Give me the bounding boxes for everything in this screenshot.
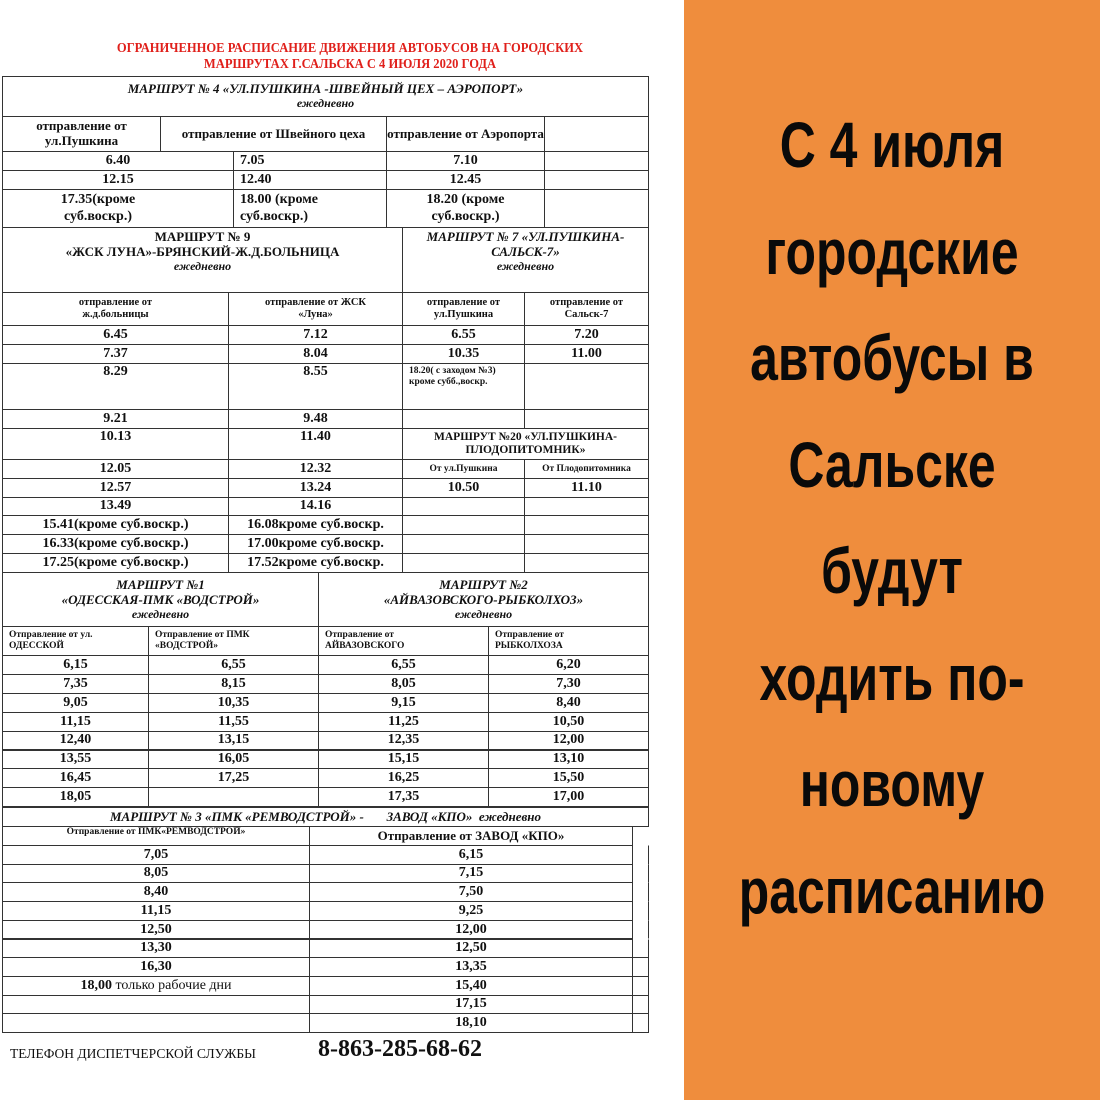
route7-col-header: отправление от Сальск-7 bbox=[524, 292, 649, 326]
route2-cell: 17,00 bbox=[488, 787, 649, 807]
route4-header bbox=[2, 76, 649, 117]
route2-cell: 8,05 bbox=[318, 674, 489, 694]
route7-subtitle: САЛЬСК-7» bbox=[491, 243, 560, 259]
route9-cell: 13.24 bbox=[228, 478, 403, 498]
route20-cell bbox=[402, 515, 525, 535]
route7-cell bbox=[524, 409, 649, 429]
route9-cell: 14.16 bbox=[228, 497, 403, 516]
route2-subtitle: «АЙВАЗОВСКОГО-РЫБКОЛХОЗ» bbox=[383, 591, 584, 607]
route4-cell bbox=[544, 151, 649, 171]
route1-col-header: Отправление от ул. ОДЕССКОЙ bbox=[2, 626, 149, 656]
route3-cell bbox=[632, 1013, 649, 1033]
route9-cell: 8.29 bbox=[2, 363, 229, 410]
route9-col-header: отправление от ЖСК «Луна» bbox=[228, 292, 403, 326]
route4-cell: 12.40 bbox=[233, 170, 387, 190]
route9-cell: 7.37 bbox=[2, 344, 229, 364]
route1-cell: 7,35 bbox=[2, 674, 149, 694]
route3-cell bbox=[632, 882, 649, 902]
route2-col-header: Отправление от АЙВАЗОВСКОГО bbox=[318, 626, 489, 656]
route4-cell bbox=[544, 189, 649, 228]
route1-header bbox=[2, 572, 319, 627]
dispatcher-phone-label: ТЕЛЕФОН ДИСПЕТЧЕРСКОЙ СЛУЖБЫ bbox=[10, 1046, 256, 1061]
route3-cell bbox=[632, 976, 649, 996]
route2-cell: 12,35 bbox=[318, 731, 489, 751]
route7-header bbox=[402, 227, 649, 293]
route9-cell: 8.04 bbox=[228, 344, 403, 364]
route3-col-header: Отправление от ПМК«РЕМВОДСТРОЙ» bbox=[2, 826, 310, 846]
route3-cell bbox=[632, 939, 649, 959]
route2-cell: 6,55 bbox=[318, 655, 489, 675]
route7-title: МАРШРУТ № 7 «УЛ.ПУШКИНА- bbox=[426, 229, 625, 244]
route3-cell bbox=[632, 957, 649, 977]
route9-col-header: отправление от ж.д.больницы bbox=[2, 292, 229, 326]
route4-col-header: отправление от ул.Пушкина bbox=[2, 116, 161, 152]
route1-cell: 6,55 bbox=[148, 655, 319, 675]
route3-cell: 7,05 bbox=[2, 845, 310, 865]
route3-cell: 11,15 bbox=[2, 901, 310, 921]
route9-header bbox=[2, 227, 403, 293]
route4-cell: 7.10 bbox=[386, 151, 545, 171]
route9-cell: 13.49 bbox=[2, 497, 229, 516]
route2-cell: 7,30 bbox=[488, 674, 649, 694]
route7-cell bbox=[402, 409, 525, 429]
headline-line: будут bbox=[821, 535, 963, 607]
announcement-headline bbox=[730, 92, 1054, 944]
schedule-title-line1: ОГРАНИЧЕННОЕ РАСПИСАНИЕ ДВИЖЕНИЯ АВТОБУСОВ НА ГОРОДСКИХ bbox=[116, 40, 584, 55]
route2-cell: 9,15 bbox=[318, 693, 489, 713]
route3-cell: 12,00 bbox=[309, 920, 633, 940]
route1-title: МАРШРУТ №1 bbox=[116, 576, 205, 592]
route9-cell: 17.52кроме суб.воскр. bbox=[228, 553, 403, 573]
route2-cell: 15,50 bbox=[488, 768, 649, 788]
route4-cell: 12.15 bbox=[2, 170, 234, 190]
route20-cell bbox=[402, 534, 525, 554]
route3-cell bbox=[2, 976, 310, 996]
route2-col-header: Отправление от РЫБКОЛХОЗА bbox=[488, 626, 649, 656]
route7-cell: 11.00 bbox=[524, 344, 649, 364]
announcement-panel bbox=[684, 0, 1100, 1100]
route1-cell: 10,35 bbox=[148, 693, 319, 713]
route3-cell: 8,40 bbox=[2, 882, 310, 902]
route20-col-header: От ул.Пушкина bbox=[402, 459, 525, 479]
route3-cell bbox=[632, 995, 649, 1015]
route20-cell: 11.10 bbox=[524, 478, 649, 498]
route2-frequency: ежедневно bbox=[454, 606, 513, 621]
route3-note: только рабочие дни bbox=[115, 977, 232, 993]
route2-cell: 8,40 bbox=[488, 693, 649, 713]
route2-cell: 12,00 bbox=[488, 731, 649, 751]
route3-cell: 17,15 bbox=[309, 995, 633, 1015]
route9-cell: 17.25(кроме суб.воскр.) bbox=[2, 553, 229, 573]
route20-header bbox=[402, 428, 649, 460]
route3-time: 18,00 bbox=[80, 977, 112, 993]
route3-cell: 12,50 bbox=[309, 939, 633, 959]
route4-col-header: отправление от Аэропорта bbox=[386, 116, 545, 152]
route3-cell: 9,25 bbox=[309, 901, 633, 921]
route2-header bbox=[318, 572, 649, 627]
route2-cell: 6,20 bbox=[488, 655, 649, 675]
route9-cell: 10.13 bbox=[2, 428, 229, 460]
route9-cell: 9.48 bbox=[228, 409, 403, 429]
route3-cell: 12,50 bbox=[2, 920, 310, 940]
route4-cell bbox=[544, 170, 649, 190]
route4-cell: 17.35(кроме суб.воскр.) bbox=[2, 189, 234, 228]
route2-cell: 13,10 bbox=[488, 750, 649, 770]
route4-cell: 18.20 (кроме суб.воскр.) bbox=[386, 189, 545, 228]
headline-line: новому bbox=[799, 748, 985, 820]
headline-line: городские bbox=[765, 215, 1019, 288]
route3-cell bbox=[2, 1013, 310, 1033]
route1-col-header: Отправление от ПМК «ВОДСТРОЙ» bbox=[148, 626, 319, 656]
route20-title: МАРШРУТ №20 «УЛ.ПУШКИНА- bbox=[434, 430, 617, 443]
route1-cell: 11,15 bbox=[2, 712, 149, 732]
route7-cell: 7.20 bbox=[524, 325, 649, 345]
headline-line: Сальске bbox=[788, 428, 996, 501]
route2-cell: 15,15 bbox=[318, 750, 489, 770]
route20-cell bbox=[524, 553, 649, 573]
route20-cell bbox=[524, 534, 649, 554]
route3-cell bbox=[632, 845, 649, 865]
route3-header: МАРШРУТ № 3 «ПМК «РЕМВОДСТРОЙ» - ЗАВОД «КПО» ежедневно bbox=[2, 807, 649, 827]
route4-col-header bbox=[544, 116, 649, 152]
route4-cell: 7.05 bbox=[233, 151, 387, 171]
route2-cell: 16,25 bbox=[318, 768, 489, 788]
route3-cell: 8,05 bbox=[2, 864, 310, 884]
route4-col-header: отправление от Швейного цеха bbox=[160, 116, 387, 152]
route3-cell: 18,10 bbox=[309, 1013, 633, 1033]
route3-cell bbox=[2, 995, 310, 1015]
route4-cell: 12.45 bbox=[386, 170, 545, 190]
route9-cell: 12.05 bbox=[2, 459, 229, 479]
route3-cell bbox=[632, 864, 649, 884]
route3-cell: 15,40 bbox=[309, 976, 633, 996]
route1-cell: 13,15 bbox=[148, 731, 319, 751]
route9-title: МАРШРУТ № 9 bbox=[154, 229, 251, 244]
route2-cell: 17,35 bbox=[318, 787, 489, 807]
route9-cell: 8.55 bbox=[228, 363, 403, 410]
route3-cell: 13,35 bbox=[309, 957, 633, 977]
route7-cell: 18.20( с заходом №3) кроме субб.,воскр. bbox=[402, 363, 525, 410]
route3-cell bbox=[632, 920, 649, 940]
route9-cell: 16.08кроме суб.воскр. bbox=[228, 515, 403, 535]
route1-cell: 13,55 bbox=[2, 750, 149, 770]
route2-title: МАРШРУТ №2 bbox=[439, 576, 528, 592]
dispatcher-phone-number[interactable]: 8-863-285-68-62 bbox=[318, 1036, 482, 1062]
route1-cell: 9,05 bbox=[2, 693, 149, 713]
route1-cell: 12,40 bbox=[2, 731, 149, 751]
route1-cell: 11,55 bbox=[148, 712, 319, 732]
route20-subtitle: ПЛОДОПИТОМНИК» bbox=[465, 444, 586, 456]
headline-line: С 4 июля bbox=[779, 109, 1005, 181]
route7-frequency: ежедневно bbox=[496, 258, 555, 273]
route9-cell: 15.41(кроме суб.воскр.) bbox=[2, 515, 229, 535]
route20-col-header: От Плодопитомника bbox=[524, 459, 649, 479]
route3-cell: 6,15 bbox=[309, 845, 633, 865]
route1-frequency: ежедневно bbox=[131, 606, 190, 621]
headline-line: расписанию bbox=[738, 854, 1046, 927]
route1-cell: 18,05 bbox=[2, 787, 149, 807]
route9-frequency: ежедневно bbox=[173, 258, 232, 273]
route9-cell: 16.33(кроме суб.воскр.) bbox=[2, 534, 229, 554]
route7-cell bbox=[524, 363, 649, 410]
route9-cell: 17.00кроме суб.воскр. bbox=[228, 534, 403, 554]
route1-cell: 6,15 bbox=[2, 655, 149, 675]
route1-cell bbox=[148, 787, 319, 807]
route7-cell: 10.35 bbox=[402, 344, 525, 364]
route20-cell: 10.50 bbox=[402, 478, 525, 498]
route3-cell: 7,50 bbox=[309, 882, 633, 902]
route1-cell: 8,15 bbox=[148, 674, 319, 694]
route2-cell: 10,50 bbox=[488, 712, 649, 732]
route9-subtitle: «ЖСК ЛУНА»-БРЯНСКИЙ-Ж.Д.БОЛЬНИЦА bbox=[65, 243, 340, 259]
headline-line: ходить по- bbox=[759, 641, 1025, 714]
route4-title: МАРШРУТ № 4 «УЛ.ПУШКИНА -ШВЕЙНЫЙ ЦЕХ – АЭРОПОРТ» bbox=[127, 81, 524, 97]
route1-cell: 16,45 bbox=[2, 768, 149, 788]
route20-cell bbox=[524, 515, 649, 535]
route3-cell: 13,30 bbox=[2, 939, 310, 959]
route20-cell bbox=[402, 497, 525, 516]
headline-line: автобусы в bbox=[750, 322, 1034, 394]
route3-cell bbox=[632, 901, 649, 921]
route7-col-header: отправление от ул.Пушкина bbox=[402, 292, 525, 326]
route20-cell bbox=[524, 497, 649, 516]
route1-cell: 17,25 bbox=[148, 768, 319, 788]
route9-cell: 11.40 bbox=[228, 428, 403, 460]
schedule-title-line2: МАРШРУТАХ Г.САЛЬСКА С 4 ИЮЛЯ 2020 ГОДА bbox=[203, 56, 497, 71]
route9-cell: 12.57 bbox=[2, 478, 229, 498]
route9-cell: 12.32 bbox=[228, 459, 403, 479]
route4-frequency: ежедневно bbox=[296, 96, 355, 111]
route1-cell: 16,05 bbox=[148, 750, 319, 770]
route3-cell: 7,15 bbox=[309, 864, 633, 884]
route3-cell: 16,30 bbox=[2, 957, 310, 977]
route1-subtitle: «ОДЕССКАЯ-ПМК «ВОДСТРОЙ» bbox=[61, 591, 260, 607]
route20-cell bbox=[402, 553, 525, 573]
route4-cell: 6.40 bbox=[2, 151, 234, 171]
route9-cell: 7.12 bbox=[228, 325, 403, 345]
route7-cell: 6.55 bbox=[402, 325, 525, 345]
route9-cell: 6.45 bbox=[2, 325, 229, 345]
route3-col-header: Отправление от ЗАВОД «КПО» bbox=[309, 826, 633, 846]
route9-cell: 9.21 bbox=[2, 409, 229, 429]
route2-cell: 11,25 bbox=[318, 712, 489, 732]
route4-cell: 18.00 (кроме суб.воскр.) bbox=[233, 189, 387, 228]
